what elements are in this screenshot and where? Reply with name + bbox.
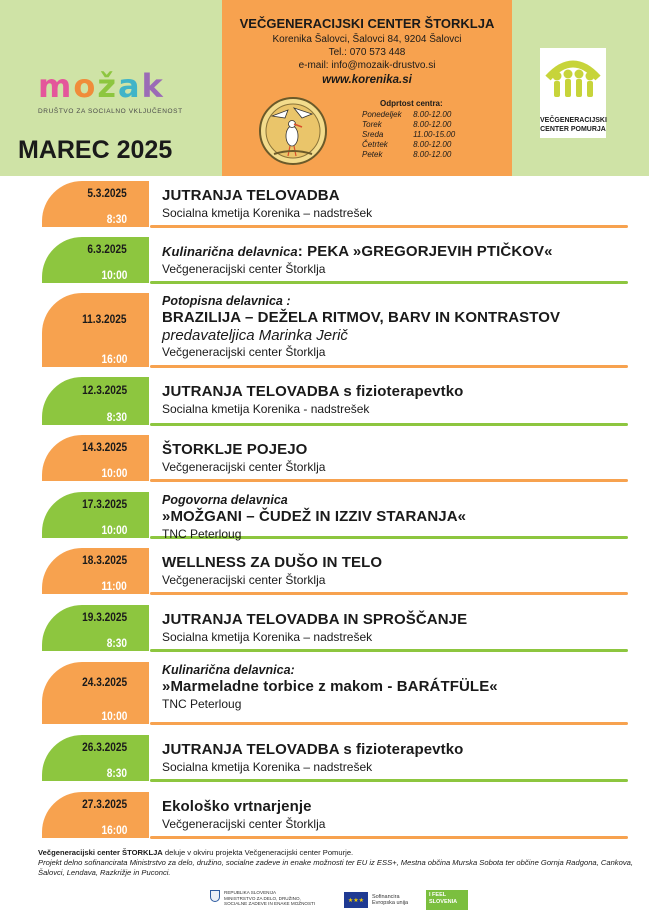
event-title-text: JUTRANJA TELOVADBA IN SPROŠČANJE	[162, 611, 468, 628]
event-content	[162, 554, 382, 588]
event-title	[162, 187, 372, 205]
event-date: 19.3.2025	[81, 612, 127, 624]
event-date: 11.3.2025	[82, 314, 127, 326]
event-underline	[150, 592, 628, 595]
event-underline	[150, 779, 628, 782]
event-underline	[150, 479, 628, 482]
feel-line: I FEEL	[429, 892, 447, 898]
event-title	[162, 611, 467, 629]
event-title-text: BRAZILIJA – DEŽELA RITMOV, BARV IN KONTRASTOV	[162, 309, 561, 326]
footer-bold: Večgeneracijski center ŠTORKLJA	[38, 848, 163, 857]
opening-hours	[362, 99, 472, 160]
mozaik-logo	[38, 67, 188, 120]
event-title	[162, 243, 553, 261]
event-content	[162, 492, 466, 542]
brand-letter: ž	[97, 67, 118, 105]
storklja-stork-logo	[258, 96, 328, 166]
header	[0, 0, 649, 176]
event-row	[0, 435, 649, 487]
hours-day: Četrtek	[362, 140, 388, 149]
event-time: 8:30	[106, 638, 127, 650]
event-title-text: JUTRANJA TELOVADBA	[162, 187, 340, 204]
center-email[interactable]: e-mail: info@mozaik-drustvo.si	[298, 60, 436, 71]
event-location: TNC Peterloug	[162, 527, 242, 541]
hours-day: Ponedeljek	[362, 110, 402, 119]
brand-letter: m	[38, 67, 74, 105]
month-title: MAREC 2025	[18, 136, 173, 164]
event-row	[0, 293, 649, 373]
event-date-tab	[42, 492, 149, 538]
event-location: Socialna kmetija Korenika - nadstrešek	[162, 402, 370, 416]
event-date: 18.3.2025	[81, 555, 127, 567]
ministry-line: REPUBLIKA SLOVENIJA	[224, 890, 277, 895]
event-location: Večgeneracijski center Štorklja	[162, 262, 326, 276]
event-date-tab	[42, 377, 149, 425]
eu-line: Evropska unija	[372, 900, 409, 906]
event-location: Socialna kmetija Korenika – nadstrešek	[162, 206, 373, 220]
event-date: 26.3.2025	[81, 742, 127, 754]
center-info-box	[222, 0, 512, 176]
ministry-text	[224, 890, 315, 907]
i-feel-slovenia-logo	[426, 890, 468, 910]
ministry-line: SOCIALNE ZADEVE IN ENAKE MOŽNOSTI	[224, 901, 316, 907]
event-content	[162, 293, 560, 360]
event-title-text: Ekološko vrtnarjenje	[162, 798, 312, 815]
hours-day: Torek	[362, 120, 382, 129]
eu-text	[372, 894, 408, 907]
pomurje-logo	[540, 48, 606, 138]
event-date: 12.3.2025	[81, 385, 127, 397]
event-title	[162, 741, 463, 759]
event-location: Socialna kmetija Korenika – nadstrešek	[162, 760, 373, 774]
event-date-tab	[42, 548, 149, 594]
sponsor-logos	[0, 890, 649, 916]
event-row	[0, 181, 649, 233]
event-time: 8:30	[106, 412, 127, 424]
slovenia-crest-icon	[210, 890, 220, 902]
pomurje-logo-line: CENTER POMURJA	[540, 126, 606, 133]
hours-row	[362, 140, 472, 150]
event-time: 10:00	[101, 468, 127, 480]
hours-time: 8.00-12.00	[413, 120, 452, 129]
event-title	[162, 508, 466, 526]
hours-day: Petek	[362, 150, 383, 159]
footer-text	[38, 848, 638, 878]
event-location: TNC Peterloug	[162, 697, 242, 711]
brand-subtitle: DRUŠTVO ZA SOCIALNO VKLJUČENOST	[38, 108, 183, 115]
event-row	[0, 792, 649, 844]
hours-day: Sreda	[362, 130, 384, 139]
event-time: 10:00	[101, 270, 127, 282]
footer-line-2: Projekt delno sofinancirata Ministrstvo za delo, družino, socialne zadeve in enake možnosti ter EU iz ESS+, Mestna občina Murska Sobota ter občine Gornja Radgona, Cankova, Šalovci, Lendava, Razkrižje in Puconci.	[38, 858, 633, 877]
event-title-category: Kulinarična delavnica	[162, 244, 298, 259]
event-title-text: WELLNESS ZA DUŠO IN TELO	[162, 554, 383, 571]
event-row	[0, 377, 649, 431]
footer-rest: deluje v okviru projekta Večgeneracijski center Pomurje.	[162, 848, 354, 857]
hours-time: 8.00-12.00	[413, 140, 452, 149]
event-date-tab	[42, 605, 149, 651]
event-category: Pogovorna delavnica	[162, 493, 288, 507]
event-content	[162, 798, 325, 832]
hours-time: 8.00-12.00	[413, 110, 452, 119]
event-time: 11:00	[101, 581, 127, 593]
event-underline	[150, 722, 628, 725]
opening-hours-title: Odprtost centra:	[380, 99, 443, 108]
ministry-logo	[210, 890, 315, 907]
event-date-tab	[42, 435, 149, 481]
pomurje-logo-line: VEČGENERACIJSKI	[540, 117, 607, 124]
hours-row	[362, 110, 472, 120]
event-title	[162, 678, 498, 696]
brand-letter: o	[73, 67, 98, 105]
event-time: 16:00	[101, 354, 127, 366]
event-title-text: »MOŽGANI – ČUDEŽ IN IZZIV STARANJA«	[162, 508, 467, 525]
event-date: 17.3.2025	[81, 499, 127, 511]
event-underline	[150, 423, 628, 426]
hours-row	[362, 120, 472, 130]
brand-letter: k	[141, 67, 165, 105]
event-title-text: »Marmeladne torbice z makom - BARÁTFÜLE«	[162, 678, 498, 695]
ministry-line: MINISTRSTVO ZA DELO, DRUŽINO,	[224, 895, 301, 901]
event-date: 24.3.2025	[81, 677, 127, 689]
event-content	[162, 662, 498, 712]
eu-line: Sofinancira	[372, 893, 400, 900]
event-date: 14.3.2025	[81, 442, 127, 454]
event-title	[162, 554, 382, 572]
event-row	[0, 662, 649, 730]
event-content	[162, 441, 325, 475]
brand-letter: a	[117, 67, 142, 105]
event-title	[162, 383, 463, 401]
event-time: 8:30	[106, 214, 127, 226]
event-time: 10:00	[101, 711, 127, 723]
event-title-text: : PEKA »GREGORJEVIH PTIČKOV«	[297, 243, 553, 260]
hours-row	[362, 130, 472, 140]
event-underline	[150, 281, 628, 284]
event-row	[0, 605, 649, 657]
event-lecturer: predavateljica Marinka Jerič	[162, 327, 348, 344]
event-date: 27.3.2025	[81, 799, 127, 811]
event-location: Večgeneracijski center Štorklja	[162, 345, 326, 359]
event-time: 8:30	[106, 768, 127, 780]
center-title: VEČGENERACIJSKI CENTER ŠTORKLJA	[239, 16, 495, 31]
mozaik-wordmark	[38, 67, 188, 105]
event-category: Kulinarična delavnica:	[162, 663, 295, 677]
event-content	[162, 741, 463, 775]
event-category: Potopisna delavnica :	[162, 294, 291, 308]
event-date: 6.3.2025	[87, 244, 127, 256]
event-location: Večgeneracijski center Štorklja	[162, 573, 326, 587]
event-content	[162, 383, 463, 417]
event-time: 10:00	[101, 525, 127, 537]
event-location: Socialna kmetija Korenika – nadstrešek	[162, 630, 373, 644]
event-underline	[150, 649, 628, 652]
event-row	[0, 548, 649, 600]
eu-flag-icon: ★★★	[344, 892, 368, 908]
event-title-text: JUTRANJA TELOVADBA s fizioterapevtko	[162, 741, 464, 758]
event-date: 5.3.2025	[87, 188, 127, 200]
event-date-tab	[42, 237, 149, 283]
event-title	[162, 441, 325, 459]
event-row	[0, 735, 649, 787]
event-time: 16:00	[101, 825, 127, 837]
event-date-tab	[42, 293, 149, 367]
event-underline	[150, 836, 628, 839]
event-date-tab	[42, 735, 149, 781]
footer-line-1	[38, 848, 638, 858]
event-location: Večgeneracijski center Štorklja	[162, 817, 326, 831]
event-date-tab	[42, 662, 149, 724]
event-content	[162, 611, 467, 645]
center-phone: Tel.: 070 573 448	[328, 47, 406, 58]
event-location: Večgeneracijski center Štorklja	[162, 460, 326, 474]
event-title	[162, 798, 325, 816]
event-title-text: ŠTORKLJE POJEJO	[162, 441, 308, 458]
people-group-icon	[540, 48, 606, 110]
event-content	[162, 243, 553, 277]
center-address: Korenika Šalovci, Šalovci 84, 9204 Šalovci	[272, 34, 462, 45]
eu-logo	[344, 892, 408, 908]
event-date-tab	[42, 792, 149, 838]
hours-time: 11.00-15.00	[413, 130, 456, 139]
event-date-tab	[42, 181, 149, 227]
event-title	[162, 309, 560, 327]
event-title-text: JUTRANJA TELOVADBA s fizioterapevtko	[162, 383, 464, 400]
hours-time: 8.00-12.00	[413, 150, 452, 159]
center-website[interactable]: www.korenika.si	[322, 74, 412, 86]
event-row	[0, 237, 649, 289]
hours-row	[362, 150, 472, 160]
pomurje-logo-text	[540, 116, 606, 134]
event-underline	[150, 225, 628, 228]
event-underline	[150, 365, 628, 368]
event-row	[0, 492, 649, 544]
feel-line: SLOVENIA	[429, 898, 458, 905]
event-content	[162, 187, 372, 221]
